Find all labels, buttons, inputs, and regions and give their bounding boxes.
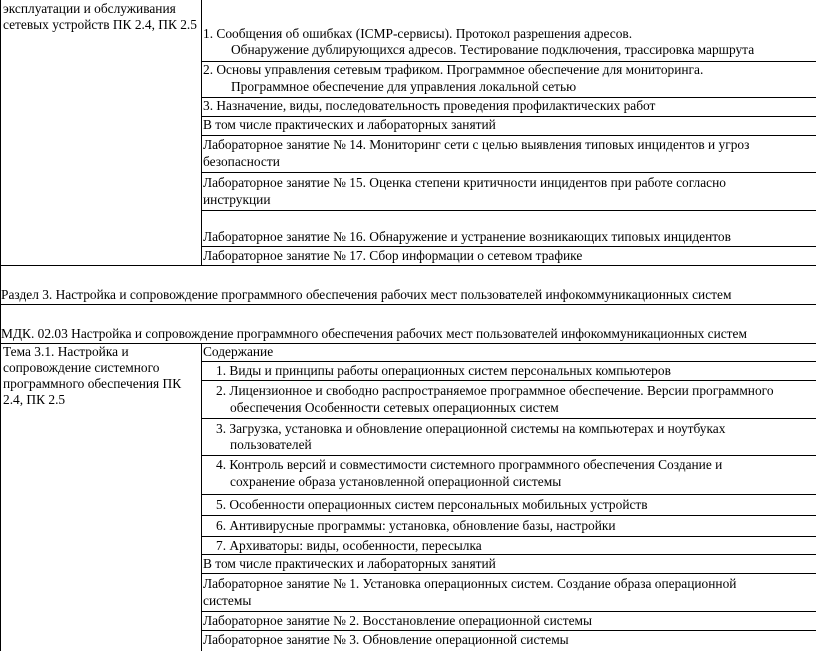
column-divider-2 — [201, 343, 202, 651]
topic-cell: Тема 3.1. Настройка и сопровождение системного программного обеспечения ПК 2.4, ПК 2.5 — [3, 344, 182, 407]
row-line — [201, 573, 816, 574]
row-line — [201, 515, 816, 516]
row-text: Лабораторное занятие № 1. Установка операционных систем. Создание образа операционной — [203, 576, 737, 591]
row-line — [201, 361, 816, 362]
row-text: В том числе практических и лабораторных занятий — [203, 556, 496, 571]
row-text: Лабораторное занятие № 16. Обнаружение и устранение возникающих типовых инцидентов — [203, 229, 731, 244]
row-text: 1. Виды и принципы работы операционных систем персональных компьютеров — [216, 363, 671, 378]
row-line — [201, 455, 816, 456]
row-text: 6. Антивирусные программы: установка, обновление базы, настройки — [216, 518, 616, 533]
row-line — [201, 554, 816, 555]
row-line — [201, 418, 816, 419]
row-line — [201, 246, 816, 247]
row-text: 4. Контроль версий и совместимости системного программного обеспечения Создание и — [216, 457, 723, 472]
row-text: В том числе практических и лабораторных занятий — [203, 117, 496, 132]
row-line — [201, 630, 816, 631]
section-title: Раздел 3. Настройка и сопровождение программного обеспечения рабочих мест пользователей инфокоммуникационных систем — [1, 287, 732, 302]
row-text: Лабораторное занятие № 14. Мониторинг сети с целью выявления типовых инцидентов и угроз — [203, 137, 750, 152]
row-text: пользователей — [230, 437, 312, 452]
row-text: Программное обеспечение для управления локальной сетью — [231, 79, 577, 94]
row-line — [201, 494, 816, 495]
row-line — [201, 611, 816, 612]
competency-cell: эксплуатации и обслуживания сетевых устройств ПК 2.4, ПК 2.5 — [3, 1, 197, 32]
row-line — [0, 265, 816, 266]
row-text: 2. Лицензионное и свободно распространяемое программное обеспечение. Версии программного — [216, 383, 774, 398]
row-text: 2. Основы управления сетевым трафиком. Программное обеспечение для мониторинга. — [203, 62, 704, 77]
row-text: Лабораторное занятие № 15. Оценка степени критичности инцидентов при работе согласно — [203, 175, 726, 190]
mdk-title: МДК. 02.03 Настройка и сопровождение программного обеспечения рабочих мест пользователей инфокоммуникационных систем — [1, 326, 747, 341]
row-text: 1. Сообщения об ошибках (ICMP-сервисы). Протокол разрешения адресов. — [203, 26, 633, 41]
content-header: Содержание — [203, 344, 274, 359]
row-line — [201, 135, 816, 136]
row-text: Лабораторное занятие № 3. Обновление операционной системы — [203, 632, 569, 647]
row-text: сохранение образа установленной операционной системы — [230, 474, 562, 489]
row-text: 3. Загрузка, установка и обновление операционной системы на компьютерах и ноутбуках — [216, 421, 726, 436]
row-line — [0, 304, 816, 305]
row-line — [201, 172, 816, 173]
row-text: Лабораторное занятие № 2. Восстановление операционной системы — [203, 613, 592, 628]
row-text: обеспечения Особенности сетевых операционных систем — [230, 400, 559, 415]
row-text: 3. Назначение, виды, последовательность проведения профилактических работ — [203, 98, 656, 113]
row-text: системы — [203, 593, 252, 608]
row-text: 7. Архиваторы: виды, особенности, пересылка — [216, 538, 482, 553]
row-line — [201, 210, 816, 211]
row-line — [201, 536, 816, 537]
row-text: Лабораторное занятие № 17. Сбор информации о сетевом трафике — [203, 248, 583, 263]
row-line — [201, 380, 816, 381]
row-text: Обнаружение дублирующихся адресов. Тестирование подключения, трассировка маршрута — [231, 42, 755, 57]
row-text: безопасности — [203, 154, 280, 169]
row-text: инструкции — [203, 192, 271, 207]
column-divider-1 — [201, 0, 202, 265]
row-text: 5. Особенности операционных систем персональных мобильных устройств — [216, 497, 648, 512]
